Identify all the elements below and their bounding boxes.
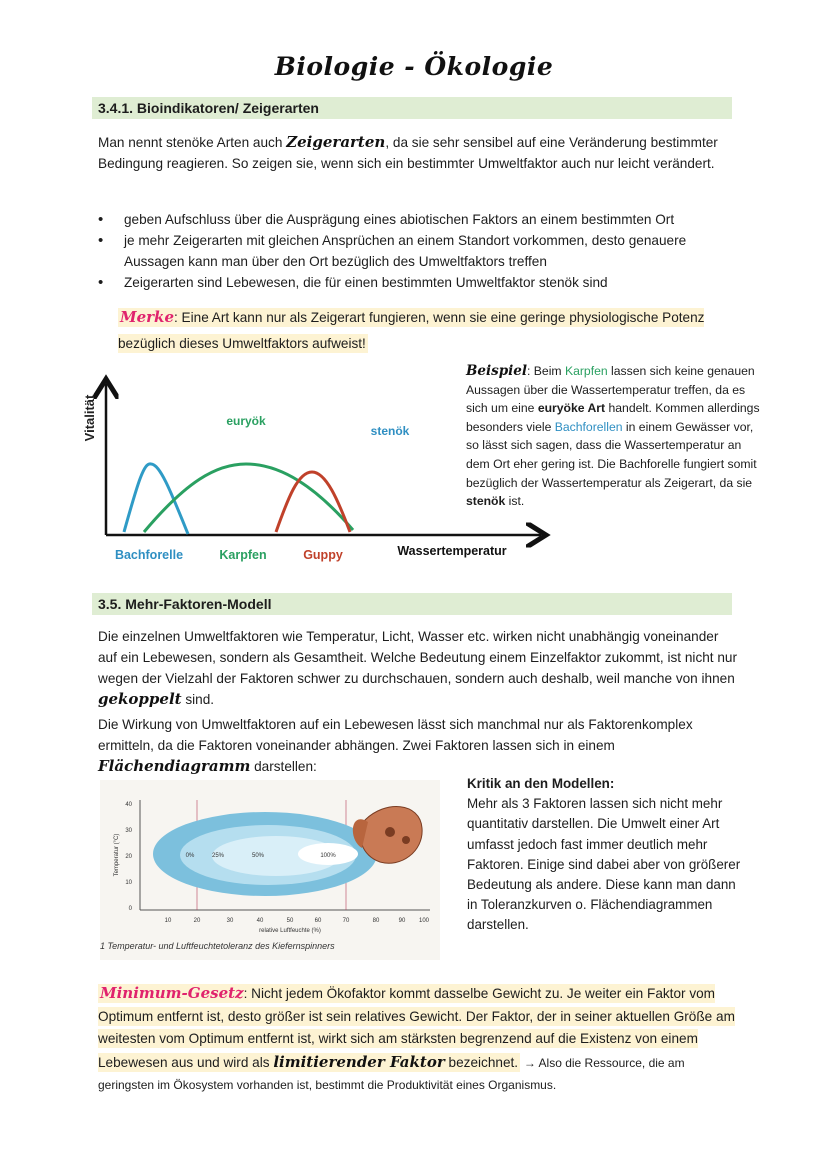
x-tick: 10	[164, 918, 172, 924]
zone-label: 100%	[320, 853, 336, 859]
x-tick: 60	[314, 918, 322, 924]
minimum-text-end: bezeichnet.	[444, 1054, 519, 1070]
x-tick: 20	[193, 918, 201, 924]
zone-label: 25%	[211, 853, 225, 859]
mehr-faktoren-paragraph-1	[98, 626, 738, 710]
kritik-box	[467, 774, 747, 936]
x-tick: 50	[286, 918, 294, 924]
label-guppy: Guppy	[303, 548, 343, 562]
minimum-text: : Nicht jedem Ökofaktor kommt dasselbe Gewicht zu. Je weiter ein Faktor vom Optimum entfernt ist, desto größer ist sein relatives Gewicht. Der Faktor, der in seiner aktuellen Größe am weitesten vom Optimum entfernt ist, wirkt sich am stärksten begrenzend auf die Existenz von einem Lebewesen aus und wird als	[98, 986, 735, 1070]
beispiel-text: ist.	[505, 494, 525, 509]
intro-text-start: Man nennt stenöke Arten auch	[98, 135, 287, 150]
y-axis-label: Vitalität	[82, 394, 97, 442]
intro-paragraph	[98, 132, 738, 174]
curve-guppy	[276, 472, 350, 532]
label-stenok: stenök	[370, 424, 410, 438]
term-limitierender-faktor: limitierender Faktor	[273, 1052, 445, 1071]
x-axis-label: Wassertemperatur	[397, 544, 507, 558]
beispiel-box	[466, 362, 761, 511]
label-euryok: euryök	[226, 414, 266, 428]
term-zeigerarten: Zeigerarten	[286, 133, 386, 151]
intro-text-end: , da sie sehr sensibel auf eine Veränderung bestimmter Bedingung reagieren. So zeigen sie, wenn sich ein bestimmter Umweltfaktor auch nur leicht verändert.	[98, 135, 718, 171]
p2-text: Die Wirkung von Umweltfaktoren auf ein Lebewesen lässt sich manchmal nur als Faktorenkomplex ermitteln, da die Faktoren voneinander abhängen. Zwei Faktoren lassen sich in einem	[98, 717, 693, 753]
beispiel-stenok: stenök	[466, 494, 506, 509]
merke-text: : Eine Art kann nur als Zeigerart fungieren, wenn sie eine geringe physiologische Potenz bezüglich dieses Umweltfaktors aufweist!	[118, 310, 705, 351]
curve-karpfen	[144, 464, 353, 532]
section-heading-bioindikatoren: 3.4.1. Bioindikatoren/ Zeigerarten	[92, 97, 732, 119]
beispiel-bachforellen: Bachforellen	[554, 419, 623, 434]
list-item: • geben Aufschluss über die Ausprägung eines abiotischen Faktors an einem bestimmten Ort	[98, 209, 738, 230]
kritik-title: Kritik an den Modellen:	[467, 776, 615, 791]
beispiel-euryoke: euryöke Art	[537, 401, 606, 416]
x-tick: 30	[226, 918, 234, 924]
minimum-conclusion: → Also die Ressource, die am geringsten im Ökosystem vorhanden ist, bestimmt die Produktivität eines Organismus.	[98, 1055, 685, 1092]
beispiel-label: Beispiel	[466, 363, 528, 379]
beispiel-text: handelt. Kommen allerdings besonders viele	[466, 401, 760, 434]
figure-caption: 1 Temperatur- und Luftfeuchtetoleranz des Kiefernspinners	[100, 941, 335, 951]
beispiel-karpfen: Karpfen	[564, 364, 608, 378]
p2-text-end: darstellen:	[250, 759, 317, 774]
y-tick: 30	[125, 828, 132, 834]
beispiel-text: lassen sich keine genauen Aussagen über die Wassertemperatur treffen, da es sich um eine	[466, 364, 755, 416]
x-tick: 40	[256, 918, 264, 924]
y-tick: 40	[125, 802, 132, 808]
merke-note	[118, 304, 708, 357]
merke-label: Merke	[120, 308, 174, 326]
label-bachforelle: Bachforelle	[114, 548, 184, 562]
y-tick: 0	[128, 906, 132, 912]
zone-label: 0%	[185, 853, 195, 859]
x-tick: 80	[372, 918, 380, 924]
curve-bachforelle	[124, 464, 188, 534]
minimum-gesetz-paragraph	[98, 982, 738, 1097]
x-tick: 100	[418, 918, 430, 924]
term-gekoppelt: gekoppelt	[98, 690, 182, 708]
term-flaechendiagramm: Flächendiagramm	[98, 757, 251, 775]
bullet-list	[98, 209, 738, 293]
p1-text: Die einzelnen Umweltfaktoren wie Temperatur, Licht, Wasser etc. wirken nicht unabhängig voneinander auf ein Lebewesen, sondern als Gesamtheit. Welche Bedeutung einem Einzelfaktor zukommt, ist nicht nur wegen der Vielzahl der Faktoren schwer zu durchschauen, sondern auch deshalb, weil manche von ihnen	[98, 629, 737, 686]
y-tick: 20	[125, 854, 132, 860]
section-heading-mehr-faktoren: 3.5. Mehr-Faktoren-Modell	[92, 593, 732, 615]
p1-text-end: sind.	[181, 692, 215, 707]
x-tick: 70	[342, 918, 350, 924]
list-item: • je mehr Zeigerarten mit gleichen Ansprüchen an einem Standort vorkommen, desto genauere Aussagen kann man über den Ort bezüglich des Umweltfaktors treffen	[98, 230, 738, 272]
figure-y-label: Temperatur (°C)	[114, 833, 120, 877]
x-tick: 90	[398, 918, 406, 924]
beispiel-text: in einem Gewässer vor, so lässt sich sagen, dass die Wassertemperatur an dem Ort eher gering ist. Die Bachforelle fungiert somit bezüglich der Wassertemperatur als Zeigerart, da sie	[466, 419, 757, 490]
minimum-label: Minimum-Gesetz	[100, 984, 244, 1002]
list-item: • Zeigerarten sind Lebewesen, die für einen bestimmten Umweltfaktor stenök sind	[98, 272, 738, 293]
flaechendiagramm-figure	[100, 780, 440, 960]
label-karpfen: Karpfen	[219, 548, 267, 562]
y-tick: 10	[125, 880, 132, 886]
figure-x-label: relative Luftfeuchte (%)	[259, 928, 321, 934]
kritik-text: Mehr als 3 Faktoren lassen sich nicht mehr quantitativ darstellen. Die Umwelt einer Art umfasst jedoch fast immer deutlich mehr Faktoren. Einige sind dabei aber von größerer Bedeutung als andere. Diese kann man dann in Toleranzkurven o. Flächendiagrammen darstellen.	[467, 796, 741, 933]
beispiel-text: : Beim	[527, 364, 565, 378]
mehr-faktoren-paragraph-2	[98, 714, 738, 777]
page-title: Biologie - Ökologie	[274, 52, 554, 81]
zone-label: 50%	[251, 853, 265, 859]
